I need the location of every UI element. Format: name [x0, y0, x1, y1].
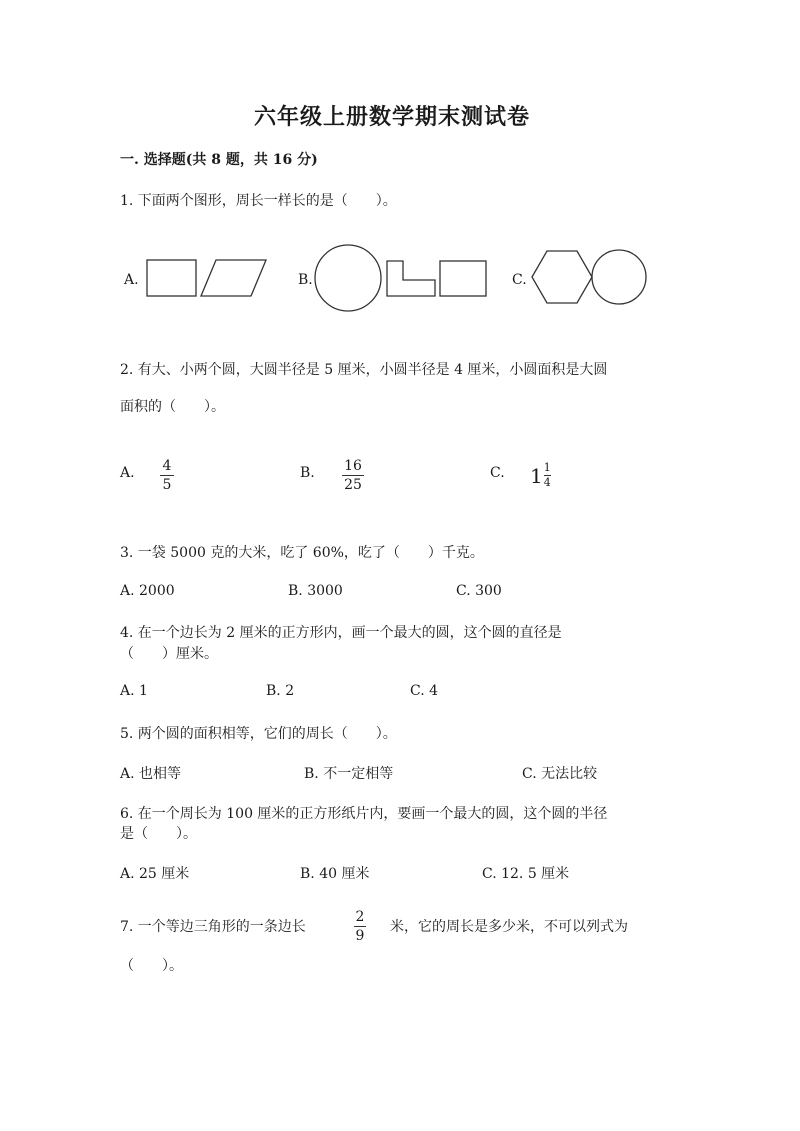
denominator: 4 — [543, 476, 551, 489]
q3-option-b: B. 3000 — [288, 583, 343, 599]
numerator: 4 — [162, 458, 172, 474]
q1-option-c-label: C. — [512, 272, 527, 288]
question-2-line-1: 2. 有大、小两个圆，大圆半径是 5 厘米，小圆半径是 4 厘米，小圆面积是大圆 — [120, 362, 608, 378]
q6-option-a: A. 25 厘米 — [120, 866, 190, 882]
numerator: 1 — [543, 461, 551, 474]
q2-option-a-fraction — [160, 458, 174, 493]
q1-option-b-label: B. — [298, 272, 313, 288]
fraction-bar — [342, 475, 364, 476]
q7-fraction — [354, 909, 366, 944]
q2-option-c-mixed-number — [530, 462, 551, 489]
rectangle-shape — [440, 261, 486, 296]
q3-option-a: A. 2000 — [120, 583, 175, 599]
q6-option-c: C. 12. 5 厘米 — [482, 866, 570, 882]
q1-option-c-figures — [530, 248, 655, 308]
whole-part: 1 — [530, 463, 543, 488]
fraction-part — [544, 462, 551, 489]
denominator: 25 — [344, 477, 362, 493]
numerator: 16 — [344, 458, 362, 474]
question-6-line-2: 是（ ）。 — [120, 826, 197, 842]
circle-shape — [592, 250, 646, 304]
q1-option-b-figures — [312, 244, 492, 316]
q1-option-a-figures — [140, 256, 270, 301]
denominator: 9 — [355, 928, 365, 944]
fraction-bar — [354, 926, 366, 927]
numerator: 2 — [355, 909, 365, 925]
question-6-line-1: 6. 在一个周长为 100 厘米的正方形纸片内，要画一个最大的圆，这个圆的半径 — [120, 806, 608, 822]
q4-option-a: A. 1 — [120, 683, 148, 699]
parallelogram-shape — [201, 260, 266, 296]
q2-option-c-label: C. — [490, 465, 505, 481]
q5-option-a: A. 也相等 — [120, 766, 182, 782]
question-7-line-2: （ ）。 — [120, 958, 183, 974]
q4-option-b: B. 2 — [266, 683, 295, 699]
question-7-prefix: 7. 一个等边三角形的一条边长 — [120, 919, 306, 935]
l-shape — [387, 261, 435, 296]
rectangle-shape — [147, 260, 196, 296]
q2-option-b-fraction — [342, 458, 364, 493]
section-heading: 一. 选择题(共 8 题，共 16 分) — [120, 152, 318, 168]
q5-option-c: C. 无法比较 — [522, 766, 598, 782]
fraction-bar — [160, 475, 174, 476]
question-4-line-1: 4. 在一个边长为 2 厘米的正方形内，画一个最大的圆，这个圆的直径是 — [120, 625, 562, 641]
denominator: 5 — [162, 477, 172, 493]
q1-option-a-label: A. — [124, 272, 139, 288]
circle-shape — [315, 245, 381, 311]
q4-option-c: C. 4 — [410, 683, 439, 699]
question-5-text: 5. 两个圆的面积相等，它们的周长（ ）。 — [120, 726, 397, 742]
q2-option-b-label: B. — [300, 465, 315, 481]
question-7-suffix: 米，它的周长是多少米，不可以列式为 — [390, 919, 628, 935]
q6-option-b: B. 40 厘米 — [300, 866, 370, 882]
page-title: 六年级上册数学期末测试卷 — [254, 104, 531, 130]
hexagon-shape — [532, 251, 592, 303]
q5-option-b: B. 不一定相等 — [304, 766, 394, 782]
question-3-text: 3. 一袋 5000 克的大米，吃了 60%，吃了（ ）千克。 — [120, 545, 484, 561]
q2-option-a-label: A. — [120, 465, 135, 481]
question-4-line-2: （ ）厘米。 — [120, 646, 218, 662]
q3-option-c: C. 300 — [456, 583, 502, 599]
question-2-line-2: 面积的（ ）。 — [120, 399, 225, 415]
question-1-text: 1. 下面两个图形，周长一样长的是（ ）。 — [120, 193, 397, 209]
